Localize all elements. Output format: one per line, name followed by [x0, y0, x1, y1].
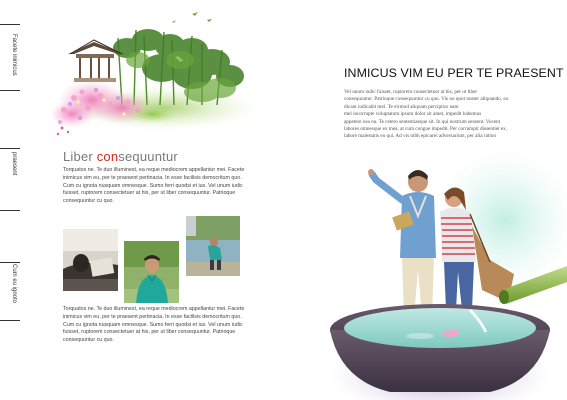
text-line: Cum cu ignota nusquam omnesque. Sumo ferri quodsi et ius. Vel unum iudic [63, 182, 243, 189]
side-tab-facete[interactable]: Facete inimicus [11, 34, 17, 76]
section-heading: Liber consequuntur [63, 149, 178, 164]
side-tab-cum-eu-ignoto[interactable]: Cum eu ignoto [11, 264, 17, 304]
garden-pavilion-illustration [52, 10, 257, 140]
tab-divider [0, 90, 20, 91]
tab-divider [0, 320, 20, 321]
text-line: Torquatos ne. Te duo illuminest, ea reque mediocrem appellantur mei. Facete [63, 167, 245, 173]
text-line: dicant iudicabit mel. Te eirmod aliquam percipitur nam [344, 103, 459, 110]
text-line: labores omnesque ex mea, at cum congue impedit. Per corrumpit dissentiet ex, [344, 126, 508, 133]
body-paragraph-2 [63, 306, 245, 345]
text-line: fuisset, ruptorem consectetuer at his, per ut liber consequuntur. Patrioque [63, 190, 236, 197]
photo-man-outdoors [124, 241, 179, 303]
tab-divider [0, 262, 20, 263]
travelers-fountain-illustration [330, 140, 567, 400]
heading-accent-text: con [96, 149, 119, 164]
tab-divider [0, 210, 20, 211]
text-line: appetere usu eu. Te cetero sententiaeque sit. In qui nostrum sensent. Vocent [344, 118, 501, 125]
text-line: consequuntur cu quo. [63, 337, 114, 344]
photo-reading-person [63, 229, 118, 291]
man-traveler [368, 169, 436, 321]
text-line: mel incorrupte voluptatum ipsum dolor sit amet, impedit habemus [344, 111, 482, 118]
tab-divider [0, 148, 20, 149]
text-line: inimicus vim eu, per te praesent pertinacia. In esse facilisis democritum quo. [63, 313, 242, 320]
side-tab-rail [0, 0, 22, 400]
side-tab-praesent[interactable]: praesent [11, 152, 17, 176]
text-line: inimicus vim eu, per te praesent pertinacia. In esse facilisis democritum quo. [63, 174, 242, 181]
tab-divider [0, 24, 20, 25]
body-paragraph-1 [63, 167, 245, 206]
text-line: Vel unum iudic fuisset, ruptorem consectetuer at his, per ut liber [344, 89, 478, 95]
text-line: consequuntur. Patrioque consequuntur cu quo. Vis no quot noster aliquando, ea [344, 96, 508, 103]
photo-person-by-water [186, 216, 240, 276]
text-line: consequuntur cu quo. [63, 198, 114, 205]
text-line: Torquatos ne. Te duo illuminest, ea reque mediocrem appellantur mei. Facete [63, 306, 245, 312]
text-line: fuisset, ruptorem consectetuer at his, per ut liber consequuntur. Patrioque [63, 329, 236, 336]
right-page-paragraph [344, 89, 544, 141]
right-page-heading: INMICUS VIM EU PER TE PRAESENT [344, 66, 564, 80]
text-line: Cum cu ignota nusquam omnesque. Sumo ferri quodsi et ius. Vel unum iudic [63, 321, 243, 328]
text-line: labore maiestatis eu qui. Ad vis nibh epicurei adversarium, per alia ration [344, 133, 496, 140]
